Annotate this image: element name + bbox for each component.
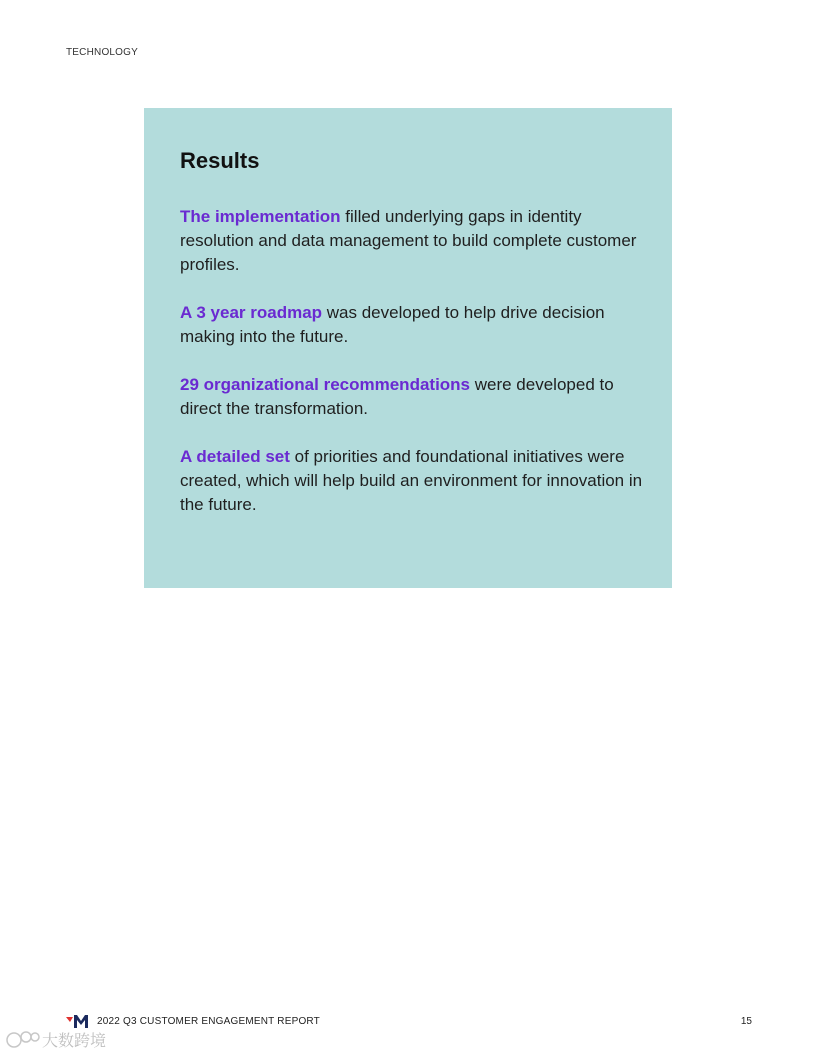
results-panel — [144, 108, 672, 588]
watermark-text: 大数跨境 — [42, 1031, 107, 1050]
m-logo-icon — [66, 1013, 90, 1029]
result-highlight: A detailed set — [180, 447, 290, 466]
result-paragraph — [180, 445, 646, 517]
result-text: was developed to help drive decision making into the future. — [180, 303, 605, 346]
section-label: TECHNOLOGY — [66, 47, 139, 58]
result-text: were developed to direct the transformation. — [180, 375, 614, 418]
result-highlight: A 3 year roadmap — [180, 303, 323, 322]
watermark-logo — [4, 1028, 108, 1052]
result-paragraph — [180, 205, 646, 277]
footer — [66, 1013, 752, 1031]
page-number: 15 — [740, 1016, 752, 1027]
result-highlight: The implementation — [180, 207, 341, 226]
result-text: of priorities and foundational initiatives were created, which will help build an environment for innovation in the future. — [180, 447, 643, 514]
result-paragraph — [180, 301, 646, 349]
result-highlight: 29 organizational recommendations — [180, 375, 471, 394]
result-text: filled underlying gaps in identity resolution and data management to build complete customer profiles. — [180, 207, 637, 274]
result-paragraph — [180, 373, 646, 421]
report-title: 2022 Q3 CUSTOMER ENGAGEMENT REPORT — [97, 1016, 320, 1027]
results-title: Results — [180, 148, 260, 173]
